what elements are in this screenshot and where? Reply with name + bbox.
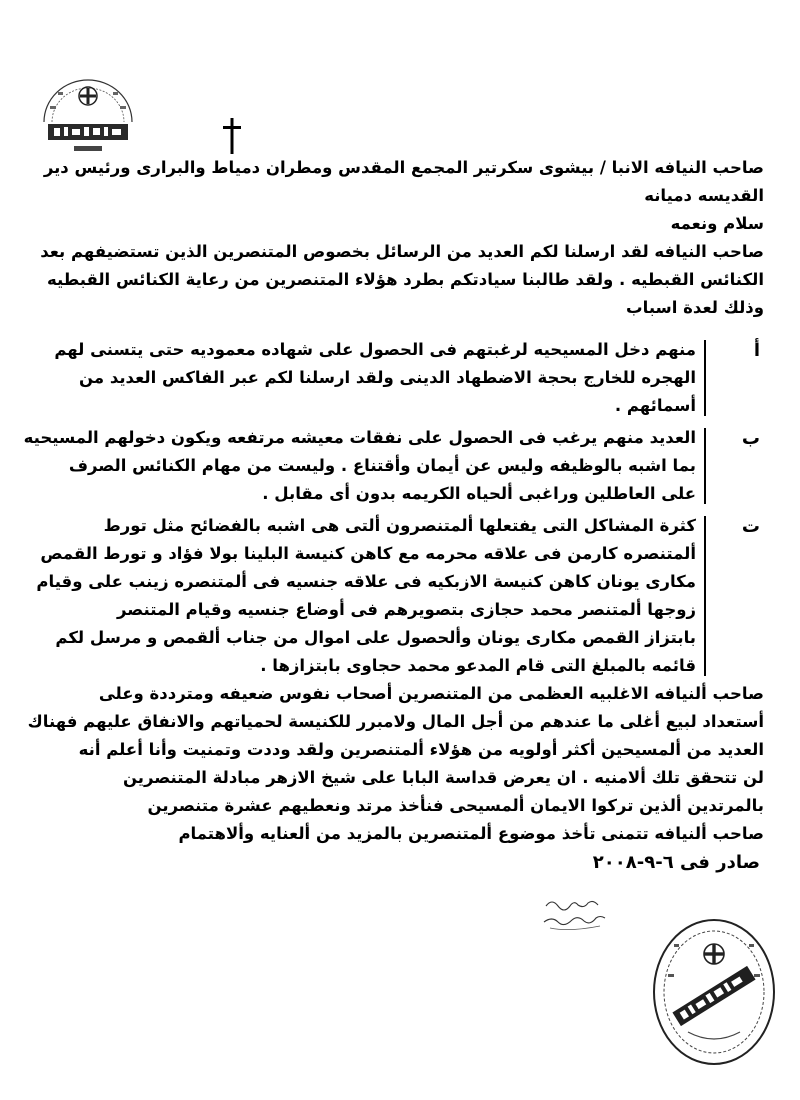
reason-marker-t: ت — [741, 516, 760, 537]
closing-line-5: بالمرتدين ألذين تركوا الايمان ألمسيحى فنأخذ مرتد ونعطيهم عشرة متنصرين — [147, 796, 764, 815]
church-seal-icon — [34, 66, 142, 162]
reason-t-line-6: قائمه بالمبلغ التى قام المدعو محمد حجاوى بابتزازها . — [260, 656, 696, 675]
reason-b-line-2: بما اشبه بالوظيفه وليس عن أيمان وأقتناع . وليست من مهام الكنائس الصرف — [68, 456, 696, 475]
reason-t-line-4: زوجها ألمتنصر محمد حجازى بتصويرهم فى أوضاع جنسيه وقيام المتنصر — [117, 600, 696, 619]
reason-marker-b: ب — [741, 428, 760, 449]
intro-line-3: وذلك لعدة اسباب — [626, 298, 764, 317]
reason-a-line-1: منهم دخل المسيحيه لرغبتهم فى الحصول على شهاده معموديه حتى يتسنى لهم — [54, 340, 696, 359]
reason-b-line-3: على العاطلين وراغبى ألحياه الكريمه بدون أى مقابل . — [262, 484, 696, 503]
reason-b-line-1: العديد منهم يرغب فى الحصول على نفقات معيشه مرتفعه ويكون دخولهم المسيحيه — [23, 428, 696, 447]
address-line-2: القديسه دميانه — [644, 186, 764, 205]
cross-icon — [220, 116, 244, 156]
closing-line-6: صاحب ألنيافه تتمنى تأخذ موضوع ألمتنصرين بالمزيد من ألعنايه وألاهتمام — [178, 824, 764, 843]
reason-t-line-3: مكارى يونان كاهن كنيسة الازبكيه فى علاقه جنسيه فى ألمتنصره زينب على وقيام — [36, 572, 696, 591]
reason-t-line-5: بابتزاز القمص مكارى يونان وألحصول على اموال من جناب ألقمص و مرسل لكم — [55, 628, 696, 647]
closing-line-4: لن تتحقق تلك ألامنيه . ان يعرض قداسة البابا على شيخ الازهر مبادلة المتنصرين — [122, 768, 764, 787]
handwritten-signature — [540, 892, 610, 936]
reason-a-line-2: الهجره للخارج بحجة الاضطهاد الدينى ولقد ارسلنا لكم عبر الفاكس العديد من — [79, 368, 696, 387]
intro-line-2: الكنائس القبطيه . ولقد طالبنا سيادتكم بطرد هؤلاء المتنصرين من رعاية الكنائس القبطيه — [46, 270, 764, 289]
address-line-1: صاحب النيافه الانبا / بيشوى سكرتير المجمع المقدس ومطران دمياط والبرارى ورئيس دير — [43, 158, 764, 177]
issue-date: صادر فى ٦-٩-٢٠٠٨ — [592, 852, 760, 873]
reason-t-line-1: كثرة المشاكل التى يفتعلها ألمتنصرون ألتى هى اشبه بالفضائح مثل تورط — [103, 516, 696, 535]
reason-t-line-2: ألمتنصره كارمن فى علاقه محرمه مع كاهن كنيسة البلينا بولا فؤاد و تورط القمص — [40, 544, 696, 563]
reason-bar-b — [704, 428, 706, 504]
reason-bar-a — [704, 340, 706, 416]
reason-a-line-3: أسمائهم . — [614, 396, 696, 415]
intro-line-1: صاحب النيافه لقد ارسلنا لكم العديد من الرسائل بخصوص المتنصرين الذين تستضيفهم بعد — [40, 242, 764, 261]
closing-line-2: أستعداد لبيع أغلى ما عندهم من أجل المال ولامبرر للكنيسة لحمياتهم والانفاق عليهم فهناك — [27, 712, 764, 731]
greeting: سلام ونعمه — [670, 214, 764, 233]
reason-bar-t — [704, 516, 706, 676]
closing-line-3: العديد من ألمسيحين أكثر أولويه من هؤلاء ألمتنصرين ولقد وددت وتمنيت وأنا أعلم أنه — [78, 740, 764, 759]
reason-marker-a: أ — [753, 340, 760, 361]
closing-line-1: صاحب ألنيافه الاغلبيه العظمى من المتنصرين أصحاب نفوس ضعيفه ومترددة وعلى — [98, 684, 764, 703]
round-church-seal-icon — [648, 914, 780, 1070]
